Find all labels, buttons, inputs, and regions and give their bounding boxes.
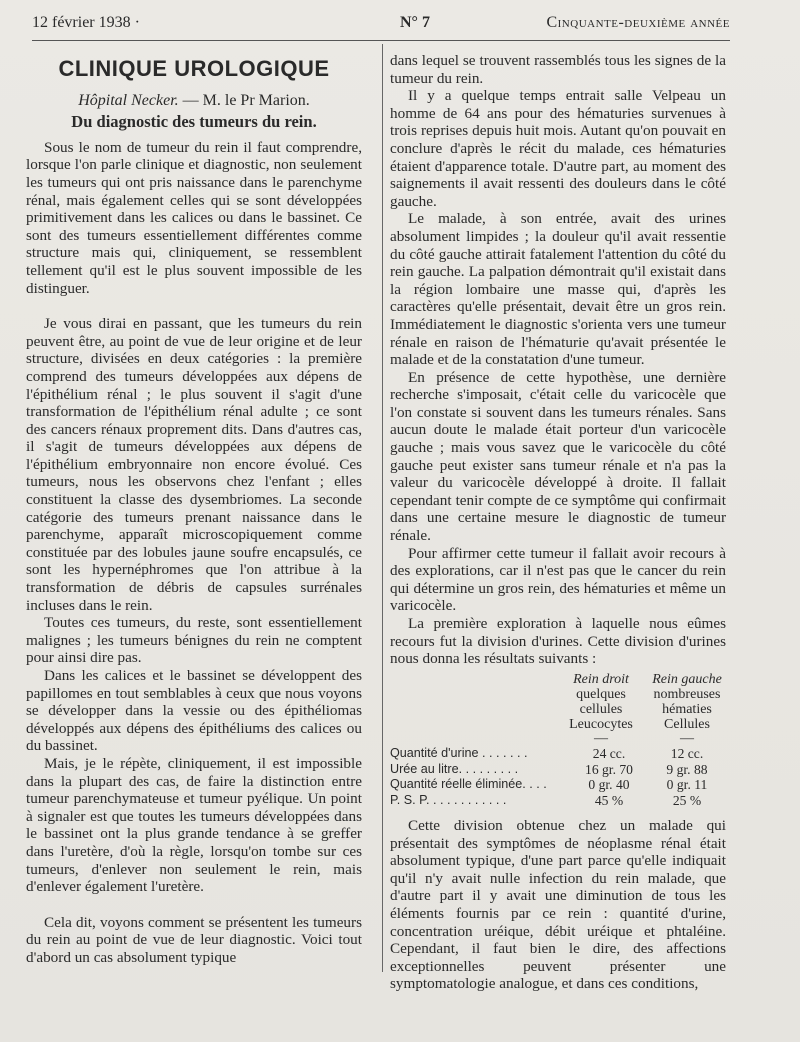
paragraph: Je vous dirai en passant, que les tumeurs du rein peuvent être, au point de vue de leur origine et de leur structure, divisées en deux catégories : la première comprend des tumeurs développées aux dépens de l'épithélium rénal ; le plus souvent il s'agit d'une transformation de l'épithélium rénal adulte ; ce sont des cancers rénaux proprement dits. Dans d'autres cas, il s'agit de tumeurs développées aux dépens de l'épithélium embryonnaire non encore évolué. Ces tumeurs, nous les observons chez l'enfant ; elles constituent la classe des dysembriomes. La seconde catégorie des tumeurs prenant naissance dans le parenchyme, apparaît microscopiquement comme constituée par des lobules jaune soufre encapsulés, ce sont les hypernéphromes que l'on attribue à la transformation de débris de capsules surrénales incluses dans le rein. [26, 315, 362, 614]
cell-right-kidney: 16 gr. 70 [585, 761, 633, 777]
column-note: quelques [576, 686, 626, 702]
cell-right-kidney: 0 gr. 40 [588, 777, 630, 793]
paragraph: Il y a quelque temps entrait salle Velpeau un homme de 64 ans pour des hématuries survenues à trois reprises depuis huit mois. Autant qu'on pouvait en conclure d'après le récit du malade, ces hématuries étaient d'apparence totale. D'autre part, au moment des saignements il avait ressenti des douleurs dans le côté gauche. [390, 87, 726, 210]
table-header [390, 672, 726, 732]
row-label: Quantité d'urine . . . . . . . [390, 745, 528, 760]
table-row [390, 746, 726, 762]
row-label: Urée au litre. . . . . . . . . [390, 761, 519, 776]
paragraph: Mais, je le répète, cliniquement, il est impossible dans la plupart des cas, de faire la distinction entre tumeur parenchymateuse et tumeur pyélique. Un point à signaler est que toutes les tumeurs développées dans le bassinet ont la plus grande tendance à se greffer dans l'uretère, d'où la règle, lorsqu'on tombe sur ces tumeurs, d'enlever non seulement le rein, mais d'enlever également l'uretère. [26, 754, 362, 896]
column-note: Cellules [664, 716, 710, 732]
left-column [26, 52, 362, 967]
dash: — [594, 730, 608, 746]
table-row [390, 762, 726, 778]
urine-division-table [390, 672, 726, 809]
column-note: hématies [662, 701, 712, 717]
cell-right-kidney: 45 % [594, 793, 624, 809]
cell-left-kidney: 12 cc. [670, 745, 704, 761]
table-row [390, 777, 726, 793]
row-label: Quantité réelle éliminée. . . . [390, 777, 547, 792]
author-name: — M. le Pr Marion. [178, 91, 310, 109]
paragraph: Cela dit, voyons comment se présentent les tumeurs du rein au point de vue de leur diagnostic. Voici tout d'abord un cas absolument typique [26, 913, 362, 966]
paragraph: Toutes ces tumeurs, du reste, sont essentiellement malignes ; les tumeurs bénignes du rein ne comptent pour ainsi dire pas. [26, 614, 362, 667]
table-dash-row [390, 732, 726, 746]
section-title: CLINIQUE UROLOGIQUE [58, 56, 330, 81]
right-column [390, 52, 726, 993]
dash: — [680, 730, 694, 746]
issue-number: N° 7 [400, 14, 430, 31]
column-header-right-kidney [562, 672, 640, 732]
cell-left-kidney: 25 % [672, 793, 702, 809]
paragraph: Dans les calices et le bassinet se développent des papillomes en tout semblables à ceux que nous voyons se développer dans la vessie ou des épithéliomas développés aux dépens des épithéliums des calices ou du bassinet. [26, 667, 362, 755]
paragraph: Cette division obtenue chez un malade qui présentait des symptômes de néoplasme rénal était absolument typique, d'une part parce qu'elle indiquait qu'il n'y avait nulle infection du rein malade, que d'autre part il y avait une diminution de tous les éléments fournis par ce rein : quantité d'urine, concentration uréique, débit uréique et phtaléine. Cependant, il faut bien le dire, des affections exceptionnelles peuvent présenter une symptomatologie analogue, et dans ces conditions, [390, 816, 726, 993]
hospital-line [26, 92, 362, 110]
paragraph: Le malade, à son entrée, avait des urines absolument limpides ; la douleur qu'il avait ressentie du côté gauche attirait fatalement l'attention du côté du rein gauche. La palpation démontrait qu'il existait dans la région lombaire une masse qui, d'après les caractères qu'elle présentait, devait être un gros rein. Immédiatement le diagnostic s'orienta vers une tumeur rénale en raison de l'hématurie qu'avait présentée le malade et de la constatation d'une tumeur. [390, 210, 726, 369]
publication-year: Cinquante-deuxième année [546, 14, 730, 31]
issue-date: 12 février 1938 · [32, 14, 140, 31]
hospital-name: Hôpital Necker. [78, 91, 179, 109]
column-title: Rein gauche [652, 671, 722, 687]
cell-left-kidney: 0 gr. 11 [666, 777, 708, 793]
column-note: nombreuses [653, 686, 721, 702]
article-subtitle: Du diagnostic des tumeurs du rein. [71, 112, 317, 132]
cell-left-kidney: 9 gr. 88 [666, 761, 708, 777]
row-label: P. S. P. . . . . . . . . . . . [390, 793, 507, 808]
paragraph: Pour affirmer cette tumeur il fallait avoir recours à des explorations, car il n'est pas que le cancer du rein qui détermine un gros rein, des hématuries et même un varicocèle. [390, 544, 726, 615]
column-divider [382, 44, 383, 972]
table-row [390, 793, 726, 809]
paragraph: En présence de cette hypothèse, une dernière recherche s'imposait, c'était celle du varicocèle que l'on constate si souvent dans les tumeurs rénales. Sans aucun doute le malade était porteur d'un varicocèle gauche ; mais vous savez que le varicocèle du côté gauche peut exister sans tumeur rénale et n'a pas la valeur du varicocèle développé à droite. Il fallait cependant tenir compte de ce symptôme qui confirmait dans une certaine mesure le diagnostic de tumeur rénale. [390, 368, 726, 545]
paragraph: La première exploration à laquelle nous eûmes recours fut la division d'urines. Cette division d'urines nous donna les résultats suivants : [390, 615, 726, 668]
column-header-left-kidney [648, 672, 726, 732]
header-rule [32, 40, 730, 41]
column-title: Rein droit [573, 671, 629, 687]
paragraph: Sous le nom de tumeur du rein il faut comprendre, lorsque l'on parle clinique et diagnostic, non seulement les tumeurs qui ont pris naissance dans le parenchyme rénal, mais également celles qui se sont développées primitivement dans les calices ou dans le bassinet. Ce sont des tumeurs essentiellement différentes comme structure mais qui, cliniquement, se ressemblent tellement qu'il est le plus souvent impossible de les distinguer. [26, 138, 362, 297]
page-header [32, 14, 730, 38]
cell-right-kidney: 24 cc. [592, 745, 626, 761]
column-note: cellules [579, 701, 623, 717]
column-note: Leucocytes [569, 716, 633, 732]
paragraph: dans lequel se trouvent rassemblés tous les signes de la tumeur du rein. [390, 52, 726, 87]
